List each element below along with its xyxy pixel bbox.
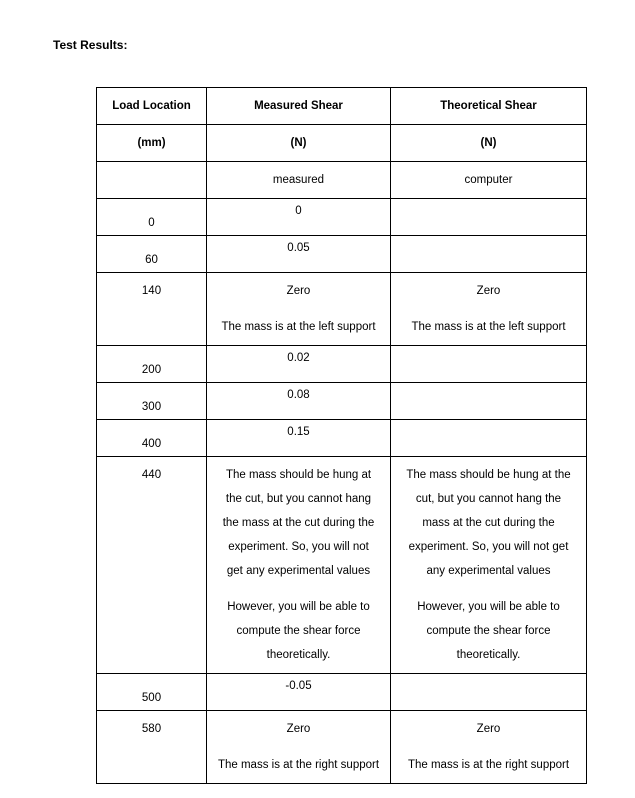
measured-cell: 0 bbox=[207, 199, 391, 236]
theoretical-note-line: The mass should be hung at the bbox=[406, 469, 571, 481]
theoretical-note-line: compute the shear force bbox=[426, 625, 551, 637]
theoretical-cell bbox=[391, 199, 587, 236]
header-load-unit: (mm) bbox=[97, 125, 207, 162]
table-row bbox=[97, 457, 587, 674]
subheader-row bbox=[97, 162, 587, 199]
measured-cell: 0.08 bbox=[207, 383, 391, 420]
load-cell: 0 bbox=[97, 199, 207, 236]
table-row bbox=[97, 420, 587, 457]
measured-note: The mass is at the right support bbox=[217, 759, 380, 771]
theoretical-cell bbox=[391, 383, 587, 420]
theoretical-note-line: theoretically. bbox=[456, 649, 521, 661]
table-row bbox=[97, 711, 587, 784]
test-results-table bbox=[96, 87, 587, 784]
header-theoretical-shear: Theoretical Shear bbox=[391, 88, 587, 125]
theoretical-note: The mass is at the right support bbox=[407, 759, 570, 771]
measured-cell bbox=[207, 711, 391, 784]
load-cell: 440 bbox=[97, 457, 207, 674]
load-cell: 580 bbox=[97, 711, 207, 784]
theoretical-cell bbox=[391, 346, 587, 383]
theoretical-cell bbox=[391, 420, 587, 457]
measured-cell: -0.05 bbox=[207, 674, 391, 711]
measured-note: The mass is at the left support bbox=[221, 321, 376, 333]
theoretical-cell bbox=[391, 236, 587, 273]
theoretical-note-line: any experimental values bbox=[426, 565, 551, 577]
table-row bbox=[97, 346, 587, 383]
measured-value: Zero bbox=[286, 723, 311, 735]
table-row bbox=[97, 383, 587, 420]
measured-cell bbox=[207, 457, 391, 674]
measured-note-line: the cut, but you cannot hang bbox=[225, 493, 372, 505]
load-cell: 300 bbox=[97, 383, 207, 420]
theoretical-note-line: However, you will be able to bbox=[417, 601, 560, 613]
load-cell: 140 bbox=[97, 273, 207, 346]
table-row bbox=[97, 674, 587, 711]
header-row bbox=[97, 88, 587, 125]
measured-cell: 0.15 bbox=[207, 420, 391, 457]
load-cell: 200 bbox=[97, 346, 207, 383]
theoretical-value: Zero bbox=[476, 723, 501, 735]
table-row bbox=[97, 273, 587, 346]
measured-note-line: The mass should be hung at bbox=[225, 469, 372, 481]
theoretical-note-line: experiment. So, you will not get bbox=[408, 541, 569, 553]
measured-cell: 0.05 bbox=[207, 236, 391, 273]
subheader-measured: measured bbox=[207, 162, 391, 199]
load-cell: 400 bbox=[97, 420, 207, 457]
header-measured-shear: Measured Shear bbox=[207, 88, 391, 125]
subheader-load bbox=[97, 162, 207, 199]
theoretical-note-line: mass at the cut during the bbox=[422, 517, 555, 529]
theoretical-note: The mass is at the left support bbox=[411, 321, 566, 333]
theoretical-cell bbox=[391, 273, 587, 346]
subheader-theoretical: computer bbox=[391, 162, 587, 199]
unit-row bbox=[97, 125, 587, 162]
theoretical-cell bbox=[391, 674, 587, 711]
measured-cell: 0.02 bbox=[207, 346, 391, 383]
measured-note-line: the mass at the cut during the bbox=[222, 517, 375, 529]
measured-note-line: compute the shear force bbox=[236, 625, 361, 637]
load-cell: 500 bbox=[97, 674, 207, 711]
header-load-location: Load Location bbox=[97, 88, 207, 125]
load-cell: 60 bbox=[97, 236, 207, 273]
measured-cell bbox=[207, 273, 391, 346]
theoretical-cell bbox=[391, 711, 587, 784]
measured-value: Zero bbox=[286, 285, 311, 297]
theoretical-cell bbox=[391, 457, 587, 674]
theoretical-value: Zero bbox=[476, 285, 501, 297]
measured-note-line: theoretically. bbox=[266, 649, 331, 661]
table-row bbox=[97, 199, 587, 236]
page-heading: Test Results: bbox=[53, 38, 128, 52]
header-theoretical-unit: (N) bbox=[391, 125, 587, 162]
measured-note-line: However, you will be able to bbox=[227, 601, 370, 613]
theoretical-note-line: cut, but you cannot hang the bbox=[415, 493, 562, 505]
header-measured-unit: (N) bbox=[207, 125, 391, 162]
measured-note-line: experiment. So, you will not bbox=[228, 541, 369, 553]
table-row bbox=[97, 236, 587, 273]
measured-note-line: get any experimental values bbox=[226, 565, 371, 577]
